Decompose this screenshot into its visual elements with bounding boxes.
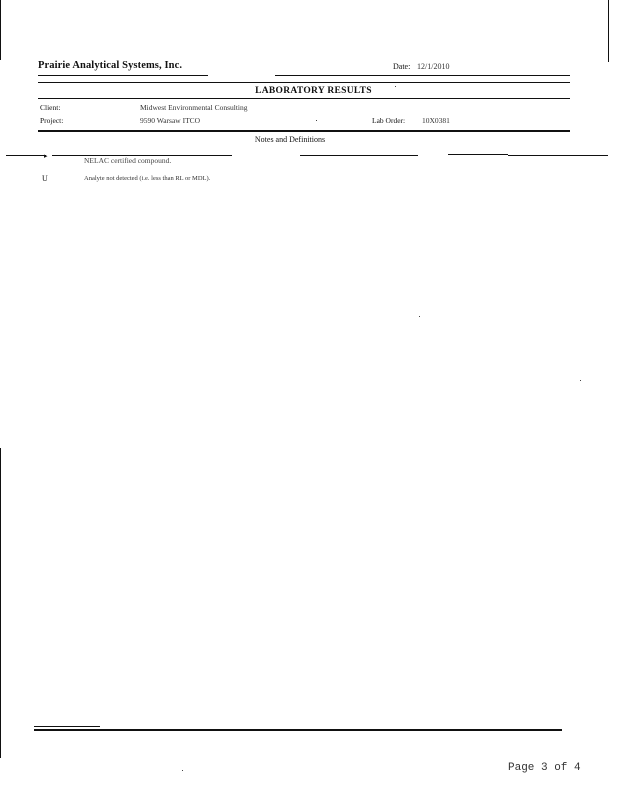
client-value: Midwest Environmental Consulting [140,103,248,112]
footer-rule-top [34,726,100,727]
page-number: Page 3 of 4 [508,762,581,774]
note-text: NELAC certified compound. [84,156,172,165]
scan-speck [580,380,581,381]
title-underline [38,98,570,99]
scan-speck [316,120,317,121]
company-name: Prairie Analytical Systems, Inc. [38,60,183,71]
lab-order-value: 10X0381 [422,116,450,125]
note-text: Analyte not detected (i.e. less than RL or MDL). [84,175,211,182]
date-label: Date: [393,62,411,71]
header-rule-full [38,82,570,83]
project-value: 9590 Warsaw ITCO [140,116,201,125]
notes-title: Notes and Definitions [254,135,326,144]
scan-speck [395,86,396,87]
scan-speck [182,770,183,771]
bullet-arrow-icon: ▸ [44,152,48,160]
scan-streak-right-a [300,155,418,156]
scan-streak-right-c [508,155,608,156]
date-value: 12/1/2010 [417,62,450,71]
footer-rule-main [34,729,562,731]
company-underline [38,75,208,76]
scan-edge-left-bottom [0,448,1,758]
client-label: Client: [40,103,61,112]
scan-edge-right-top [608,0,609,62]
scan-streak-right-b [448,154,508,155]
scan-streak-left [6,155,46,156]
scan-edge-left-top [0,0,1,60]
note-code: U [42,174,48,183]
section-rule [38,130,570,132]
project-label: Project: [40,116,64,125]
lab-order-label: Lab Order: [372,116,406,125]
header-rule-right [275,75,570,76]
scan-speck [419,316,420,317]
report-title: LABORATORY RESULTS [255,86,372,96]
